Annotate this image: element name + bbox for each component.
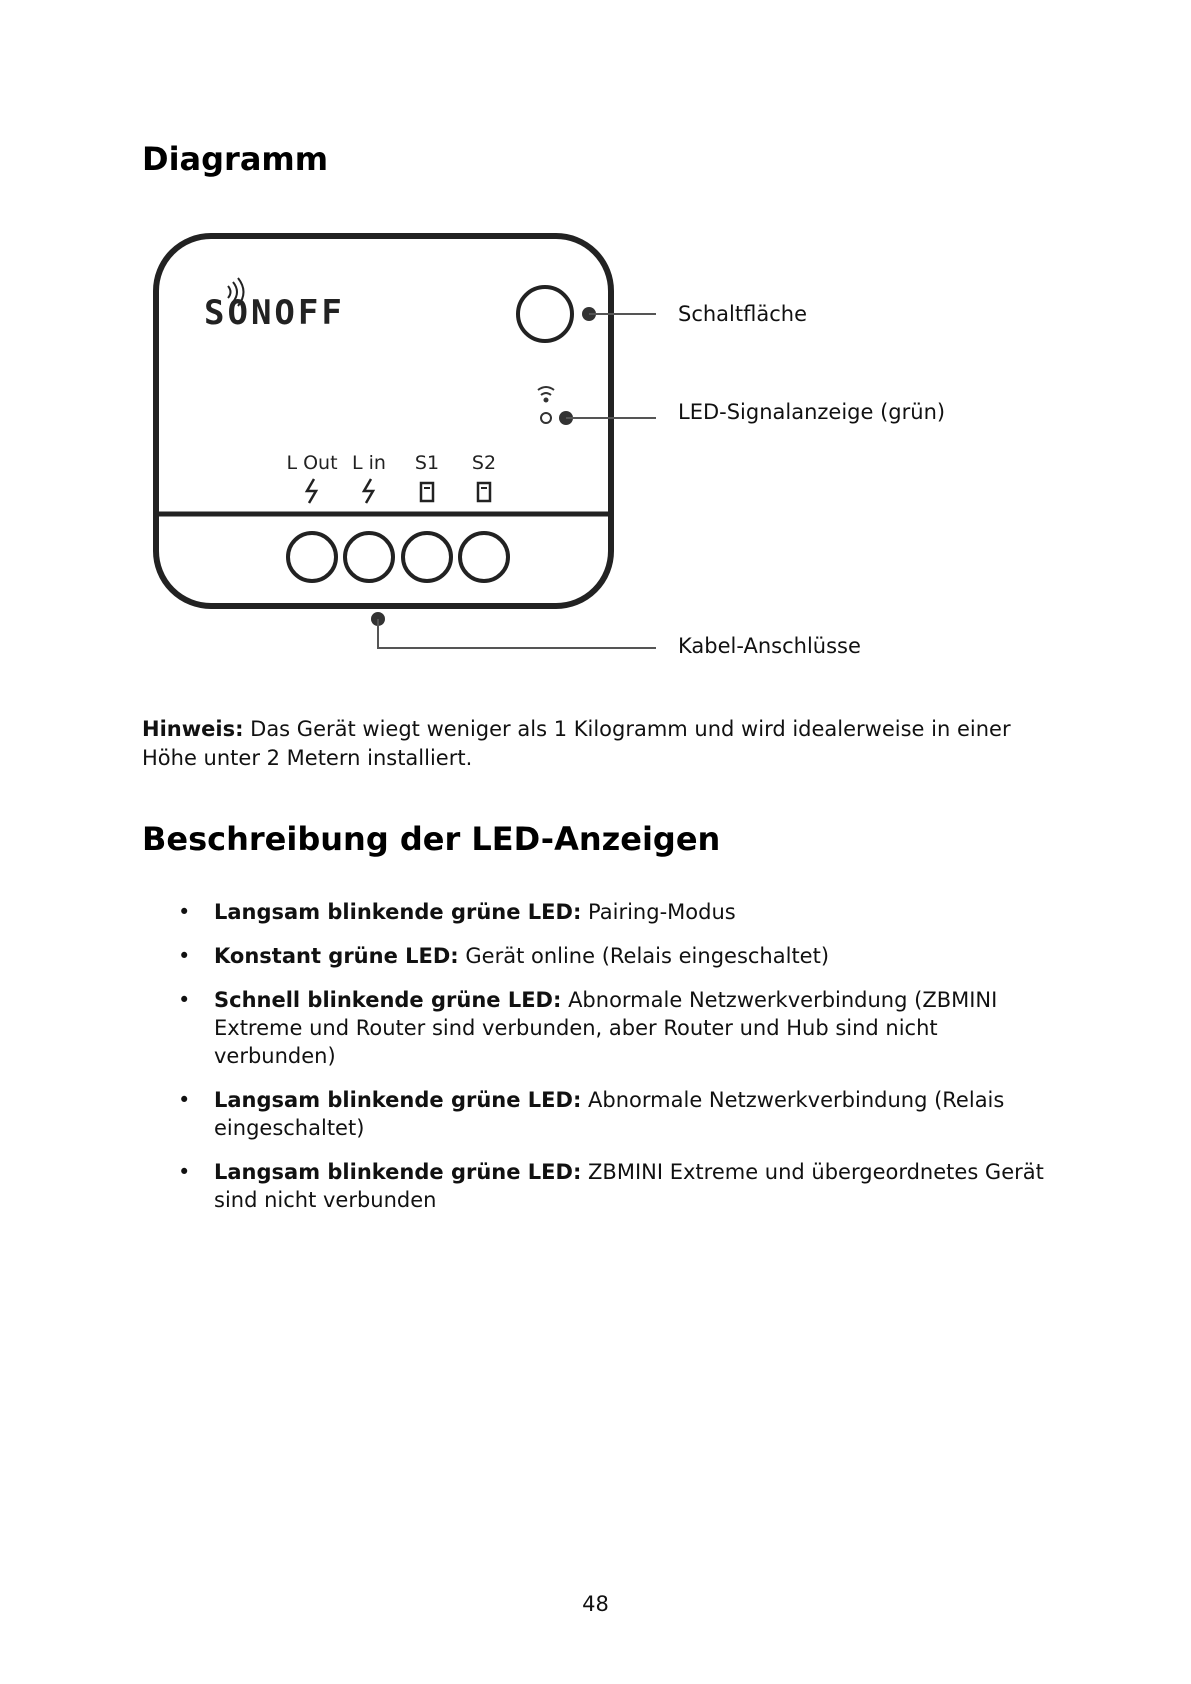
led-item-label: Konstant grüne LED: xyxy=(214,944,459,968)
list-item xyxy=(142,942,1062,970)
cable-port xyxy=(403,533,451,581)
brand-text: SONOFF xyxy=(204,293,345,333)
callout-line-cables xyxy=(371,612,656,648)
led-item-label: Langsam blinkende grüne LED: xyxy=(214,1088,582,1112)
cable-port xyxy=(345,533,393,581)
led-item-text: Pairing-Modus xyxy=(581,900,736,924)
led-item-text: Abnormale Netzwerkverbindung (ZBMINI Extreme und Router sind verbunden, aber Router und Hub sind nicht verbunden) xyxy=(214,988,998,1068)
cable-port xyxy=(288,533,336,581)
page-number: 48 xyxy=(582,1592,609,1616)
led-item-text: Gerät online (Relais eingeschaltet) xyxy=(458,944,830,968)
list-item xyxy=(142,986,1062,1070)
list-item xyxy=(142,1158,1062,1214)
bullet: • xyxy=(178,988,191,1012)
led-list xyxy=(142,898,1062,1230)
bullet: • xyxy=(178,944,191,968)
diagram-heading: Diagramm xyxy=(142,140,329,178)
note-label: Hinweis: xyxy=(142,717,244,741)
callout-cables-label: Kabel-Anschlüsse xyxy=(678,634,861,658)
note-text: Das Gerät wiegt weniger als 1 Kilogramm und wird idealerweise in einer Höhe unter 2 Metern installiert. xyxy=(142,717,1011,770)
terminal-label-l-in: L in xyxy=(352,452,386,474)
callout-led-label: LED-Signalanzeige (grün) xyxy=(678,400,946,424)
cable-port xyxy=(460,533,508,581)
terminal-label-s2: S2 xyxy=(471,452,497,474)
callout-button-label: Schaltfläche xyxy=(678,302,807,326)
led-item-text: Abnormale Netzwerkverbindung (Relais eingeschaltet) xyxy=(214,1088,1005,1140)
list-item xyxy=(142,1086,1062,1142)
terminal-label-l-out: L Out xyxy=(286,452,338,474)
list-item xyxy=(142,898,1062,926)
led-indicator xyxy=(541,413,551,423)
device-button xyxy=(518,287,572,341)
terminal-label-s1: S1 xyxy=(414,452,440,474)
led-item-text: ZBMINI Extreme und übergeordnetes Gerät sind nicht verbunden xyxy=(214,1160,1044,1212)
bullet: • xyxy=(178,1160,191,1184)
led-description-heading: Beschreibung der LED-Anzeigen xyxy=(142,820,721,858)
bullet: • xyxy=(178,900,191,924)
callout-line-button xyxy=(582,307,656,321)
device-diagram xyxy=(0,0,1191,680)
note-paragraph xyxy=(142,715,1062,773)
bullet: • xyxy=(178,1088,191,1112)
led-item-label: Schnell blinkende grüne LED: xyxy=(214,988,562,1012)
led-item-label: Langsam blinkende grüne LED: xyxy=(214,900,582,924)
led-item-label: Langsam blinkende grüne LED: xyxy=(214,1160,582,1184)
